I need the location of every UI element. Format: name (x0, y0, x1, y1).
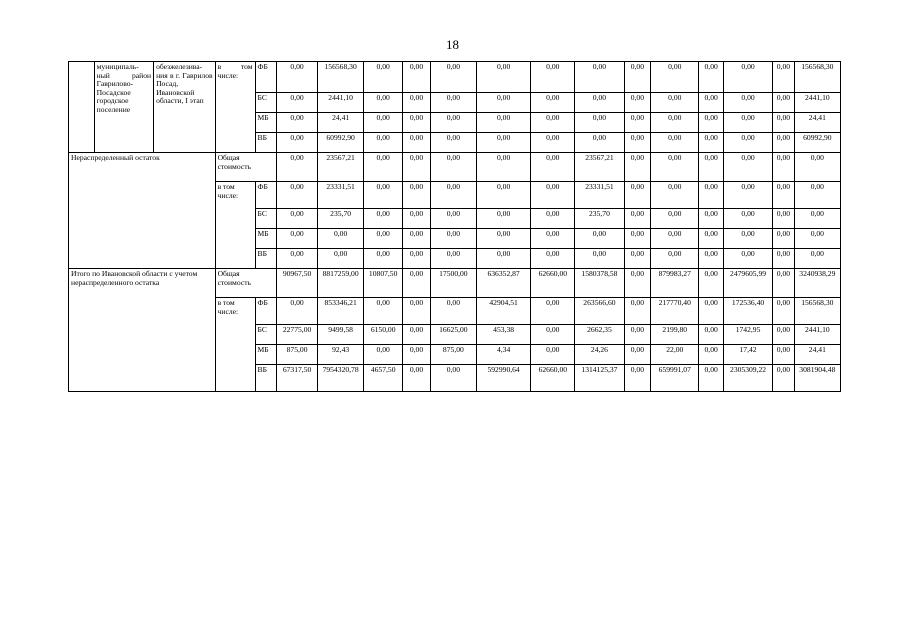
amount-cell: 0,00 (277, 209, 318, 229)
amount-cell: 0,00 (651, 93, 699, 113)
amount-cell: 0,00 (430, 182, 476, 209)
amount-cell: 0,00 (773, 249, 795, 269)
amount-cell: 0,00 (723, 113, 772, 133)
amount-cell: 0,00 (699, 298, 724, 325)
amount-cell: 0,00 (773, 209, 795, 229)
amount-cell: 0,00 (624, 93, 651, 113)
amount-cell: 0,00 (430, 93, 476, 113)
amount-cell: 156568,30 (794, 62, 840, 93)
amount-cell: 235,70 (575, 209, 624, 229)
amount-cell: 0,00 (773, 182, 795, 209)
amount-cell: 879983,27 (651, 269, 699, 298)
amount-cell: 22775,00 (277, 325, 318, 345)
amount-cell: 0,00 (699, 182, 724, 209)
amount-cell: 0,00 (773, 365, 795, 392)
amount-cell: 0,00 (794, 182, 840, 209)
object-name-cell: обезжелезива-ния в г. Гаврилов Посад, Ивановской области, I этап (154, 62, 216, 153)
amount-cell: 0,00 (531, 62, 575, 93)
amount-cell: 0,00 (699, 153, 724, 182)
amount-cell: 0,00 (476, 133, 530, 153)
amount-cell: 0,00 (364, 249, 403, 269)
amount-cell: 0,00 (476, 209, 530, 229)
amount-cell: 23331,51 (318, 182, 364, 209)
amount-cell: 235,70 (318, 209, 364, 229)
amount-cell: 3081904,48 (794, 365, 840, 392)
amount-cell: 1314125,37 (575, 365, 624, 392)
amount-cell: 0,00 (651, 113, 699, 133)
amount-cell: 172536,40 (723, 298, 772, 325)
amount-cell: 0,00 (773, 269, 795, 298)
amount-cell: 0,00 (430, 365, 476, 392)
amount-cell: 7954320,78 (318, 365, 364, 392)
amount-cell: 0,00 (476, 249, 530, 269)
amount-cell: 23331,51 (575, 182, 624, 209)
amount-cell: 0,00 (531, 133, 575, 153)
amount-cell: 0,00 (773, 298, 795, 325)
amount-cell: 0,00 (723, 133, 772, 153)
amount-cell: 0,00 (773, 113, 795, 133)
amount-cell: 0,00 (403, 93, 431, 113)
amount-cell: 0,00 (699, 249, 724, 269)
table-row (69, 62, 841, 93)
amount-cell: 0,00 (575, 93, 624, 113)
amount-cell: 0,00 (699, 365, 724, 392)
amount-cell: 1742,95 (723, 325, 772, 345)
amount-cell: 0,00 (651, 249, 699, 269)
amount-cell: 67317,50 (277, 365, 318, 392)
section-title: Итого по Ивановской области с учетом нераспределенного остатка (69, 269, 216, 392)
amount-cell: 3240938,29 (794, 269, 840, 298)
amount-cell: 24,41 (794, 113, 840, 133)
amount-cell: 0,00 (624, 182, 651, 209)
amount-cell: 23567,21 (318, 153, 364, 182)
amount-cell: 0,00 (364, 113, 403, 133)
amount-cell: 0,00 (651, 182, 699, 209)
amount-cell: 0,00 (277, 133, 318, 153)
amount-cell: 0,00 (277, 62, 318, 93)
amount-cell: 0,00 (531, 345, 575, 365)
amount-cell: 0,00 (624, 153, 651, 182)
amount-cell: 0,00 (699, 345, 724, 365)
page-number: 18 (446, 37, 459, 52)
amount-cell: 0,00 (318, 249, 364, 269)
amount-cell: 453,38 (476, 325, 530, 345)
amount-cell: 0,00 (723, 182, 772, 209)
source-label: ВБ (255, 133, 277, 153)
amount-cell: 0,00 (624, 345, 651, 365)
amount-cell: 0,00 (773, 93, 795, 113)
amount-cell: 0,00 (531, 93, 575, 113)
source-label: МБ (255, 113, 277, 133)
source-label: МБ (255, 229, 277, 249)
amount-cell: 0,00 (531, 113, 575, 133)
amount-cell: 0,00 (651, 153, 699, 182)
amount-cell: 2305309,22 (723, 365, 772, 392)
amount-cell: 0,00 (624, 249, 651, 269)
budget-table (68, 61, 841, 392)
amount-cell: 0,00 (430, 298, 476, 325)
amount-cell: 0,00 (699, 209, 724, 229)
amount-cell: 0,00 (430, 113, 476, 133)
amount-cell: 0,00 (318, 229, 364, 249)
amount-cell: 0,00 (699, 113, 724, 133)
amount-cell: 0,00 (403, 345, 431, 365)
amount-cell: 0,00 (624, 269, 651, 298)
total-label: Общая стоимость (215, 269, 276, 298)
amount-cell: 0,00 (624, 62, 651, 93)
amount-cell: 0,00 (651, 229, 699, 249)
amount-cell: 0,00 (476, 229, 530, 249)
amount-cell: 0,00 (476, 113, 530, 133)
amount-cell: 0,00 (773, 153, 795, 182)
amount-cell: 0,00 (403, 182, 431, 209)
subtotal-label: в том числе: (215, 298, 255, 392)
amount-cell: 0,00 (773, 133, 795, 153)
amount-cell: 0,00 (430, 229, 476, 249)
blank-cell (69, 62, 95, 153)
amount-cell: 4,34 (476, 345, 530, 365)
source-label: ФБ (255, 298, 277, 325)
amount-cell: 853346,21 (318, 298, 364, 325)
amount-cell: 0,00 (575, 113, 624, 133)
amount-cell: 0,00 (624, 298, 651, 325)
amount-cell: 875,00 (277, 345, 318, 365)
amount-cell: 2479605,99 (723, 269, 772, 298)
amount-cell: 62660,00 (531, 269, 575, 298)
amount-cell: 0,00 (403, 269, 431, 298)
amount-cell: 0,00 (364, 182, 403, 209)
amount-cell: 0,00 (476, 153, 530, 182)
amount-cell: 90967,50 (277, 269, 318, 298)
amount-cell: 0,00 (624, 209, 651, 229)
amount-cell: 2441,10 (794, 325, 840, 345)
source-label: БС (255, 325, 277, 345)
amount-cell: 0,00 (277, 249, 318, 269)
amount-cell: 636352,87 (476, 269, 530, 298)
amount-cell: 23567,21 (575, 153, 624, 182)
amount-cell: 24,26 (575, 345, 624, 365)
amount-cell: 0,00 (723, 209, 772, 229)
source-label: ФБ (255, 62, 277, 93)
source-label: ВБ (255, 249, 277, 269)
amount-cell: 0,00 (699, 269, 724, 298)
amount-cell: 0,00 (794, 153, 840, 182)
amount-cell: 0,00 (651, 133, 699, 153)
amount-cell: 0,00 (403, 133, 431, 153)
amount-cell: 17500,00 (430, 269, 476, 298)
amount-cell: 0,00 (773, 229, 795, 249)
amount-cell: 0,00 (699, 93, 724, 113)
amount-cell: 0,00 (403, 209, 431, 229)
amount-cell: 0,00 (531, 298, 575, 325)
amount-cell: 2199,80 (651, 325, 699, 345)
amount-cell: 4657,50 (364, 365, 403, 392)
amount-cell: 0,00 (277, 93, 318, 113)
amount-cell: 0,00 (624, 229, 651, 249)
amount-cell: 0,00 (531, 229, 575, 249)
amount-cell: 0,00 (699, 133, 724, 153)
amount-cell: 24,41 (794, 345, 840, 365)
table-row (69, 269, 841, 298)
amount-cell: 0,00 (773, 325, 795, 345)
amount-cell: 0,00 (723, 153, 772, 182)
amount-cell: 0,00 (277, 298, 318, 325)
amount-cell: 9499,58 (318, 325, 364, 345)
amount-cell: 592990,64 (476, 365, 530, 392)
amount-cell: 0,00 (531, 182, 575, 209)
amount-cell: 24,41 (318, 113, 364, 133)
total-label: Общая стоимость (215, 153, 276, 182)
amount-cell: 0,00 (403, 62, 431, 93)
amount-cell: 0,00 (651, 209, 699, 229)
amount-cell: 2441,10 (794, 93, 840, 113)
amount-cell: 2441,10 (318, 93, 364, 113)
amount-cell: 0,00 (531, 209, 575, 229)
amount-cell: 0,00 (699, 325, 724, 345)
amount-cell: 0,00 (277, 113, 318, 133)
amount-cell: 8817259,00 (318, 269, 364, 298)
amount-cell: 0,00 (364, 153, 403, 182)
amount-cell: 0,00 (575, 62, 624, 93)
amount-cell: 0,00 (624, 365, 651, 392)
amount-cell: 263566,60 (575, 298, 624, 325)
amount-cell: 0,00 (476, 182, 530, 209)
amount-cell: 0,00 (277, 153, 318, 182)
amount-cell: 0,00 (531, 325, 575, 345)
amount-cell: 0,00 (277, 229, 318, 249)
source-label: ВБ (255, 365, 277, 392)
amount-cell: 0,00 (624, 133, 651, 153)
amount-cell: 92,43 (318, 345, 364, 365)
amount-cell: 0,00 (794, 229, 840, 249)
amount-cell: 0,00 (403, 113, 431, 133)
amount-cell: 0,00 (430, 209, 476, 229)
amount-cell: 60992,90 (318, 133, 364, 153)
amount-cell: 0,00 (699, 229, 724, 249)
amount-cell: 0,00 (794, 209, 840, 229)
amount-cell: 0,00 (575, 229, 624, 249)
amount-cell: 0,00 (430, 133, 476, 153)
amount-cell: 0,00 (531, 249, 575, 269)
municipality-cell: муниципаль-ный район Гаврилово-Посадское городское поселение (94, 62, 153, 153)
amount-cell: 0,00 (364, 93, 403, 113)
amount-cell: 0,00 (403, 249, 431, 269)
amount-cell: 0,00 (773, 345, 795, 365)
amount-cell: 0,00 (364, 345, 403, 365)
amount-cell: 0,00 (651, 62, 699, 93)
amount-cell: 875,00 (430, 345, 476, 365)
source-label: МБ (255, 345, 277, 365)
section-title: Нераспределенный остаток (69, 153, 216, 269)
amount-cell: 0,00 (430, 153, 476, 182)
amount-cell: 17,42 (723, 345, 772, 365)
amount-cell: 6150,00 (364, 325, 403, 345)
amount-cell: 0,00 (430, 62, 476, 93)
amount-cell: 42904,51 (476, 298, 530, 325)
amount-cell: 2662,35 (575, 325, 624, 345)
amount-cell: 0,00 (403, 229, 431, 249)
amount-cell: 0,00 (364, 133, 403, 153)
amount-cell: 62660,00 (531, 365, 575, 392)
amount-cell: 10807,50 (364, 269, 403, 298)
amount-cell: 0,00 (403, 365, 431, 392)
subtotal-label: в том числе: (215, 182, 255, 269)
amount-cell: 0,00 (403, 153, 431, 182)
amount-cell: 0,00 (277, 182, 318, 209)
amount-cell: 22,00 (651, 345, 699, 365)
amount-cell: 0,00 (723, 93, 772, 113)
amount-cell: 0,00 (364, 298, 403, 325)
amount-cell: 0,00 (723, 229, 772, 249)
amount-cell: 0,00 (476, 93, 530, 113)
amount-cell: 0,00 (364, 229, 403, 249)
amount-cell: 0,00 (723, 62, 772, 93)
amount-cell: 0,00 (476, 62, 530, 93)
table-row (69, 153, 841, 182)
amount-cell: 0,00 (575, 133, 624, 153)
amount-cell: 0,00 (624, 325, 651, 345)
amount-cell: 0,00 (403, 298, 431, 325)
amount-cell: 0,00 (794, 249, 840, 269)
amount-cell: 0,00 (430, 249, 476, 269)
amount-cell: 1580378,58 (575, 269, 624, 298)
amount-cell: 0,00 (699, 62, 724, 93)
source-label: ФБ (255, 182, 277, 209)
amount-cell: 0,00 (364, 62, 403, 93)
amount-cell: 60992,90 (794, 133, 840, 153)
amount-cell: 0,00 (364, 209, 403, 229)
source-label: БС (255, 93, 277, 113)
amount-cell: 0,00 (575, 249, 624, 269)
source-label: БС (255, 209, 277, 229)
amount-cell: 0,00 (403, 325, 431, 345)
subtotal-label: в том числе: (215, 62, 255, 153)
amount-cell: 0,00 (531, 153, 575, 182)
amount-cell: 156568,30 (318, 62, 364, 93)
amount-cell: 659991,07 (651, 365, 699, 392)
amount-cell: 0,00 (723, 249, 772, 269)
amount-cell: 156568,30 (794, 298, 840, 325)
amount-cell: 0,00 (624, 113, 651, 133)
amount-cell: 16625,00 (430, 325, 476, 345)
amount-cell: 217770,40 (651, 298, 699, 325)
amount-cell: 0,00 (773, 62, 795, 93)
